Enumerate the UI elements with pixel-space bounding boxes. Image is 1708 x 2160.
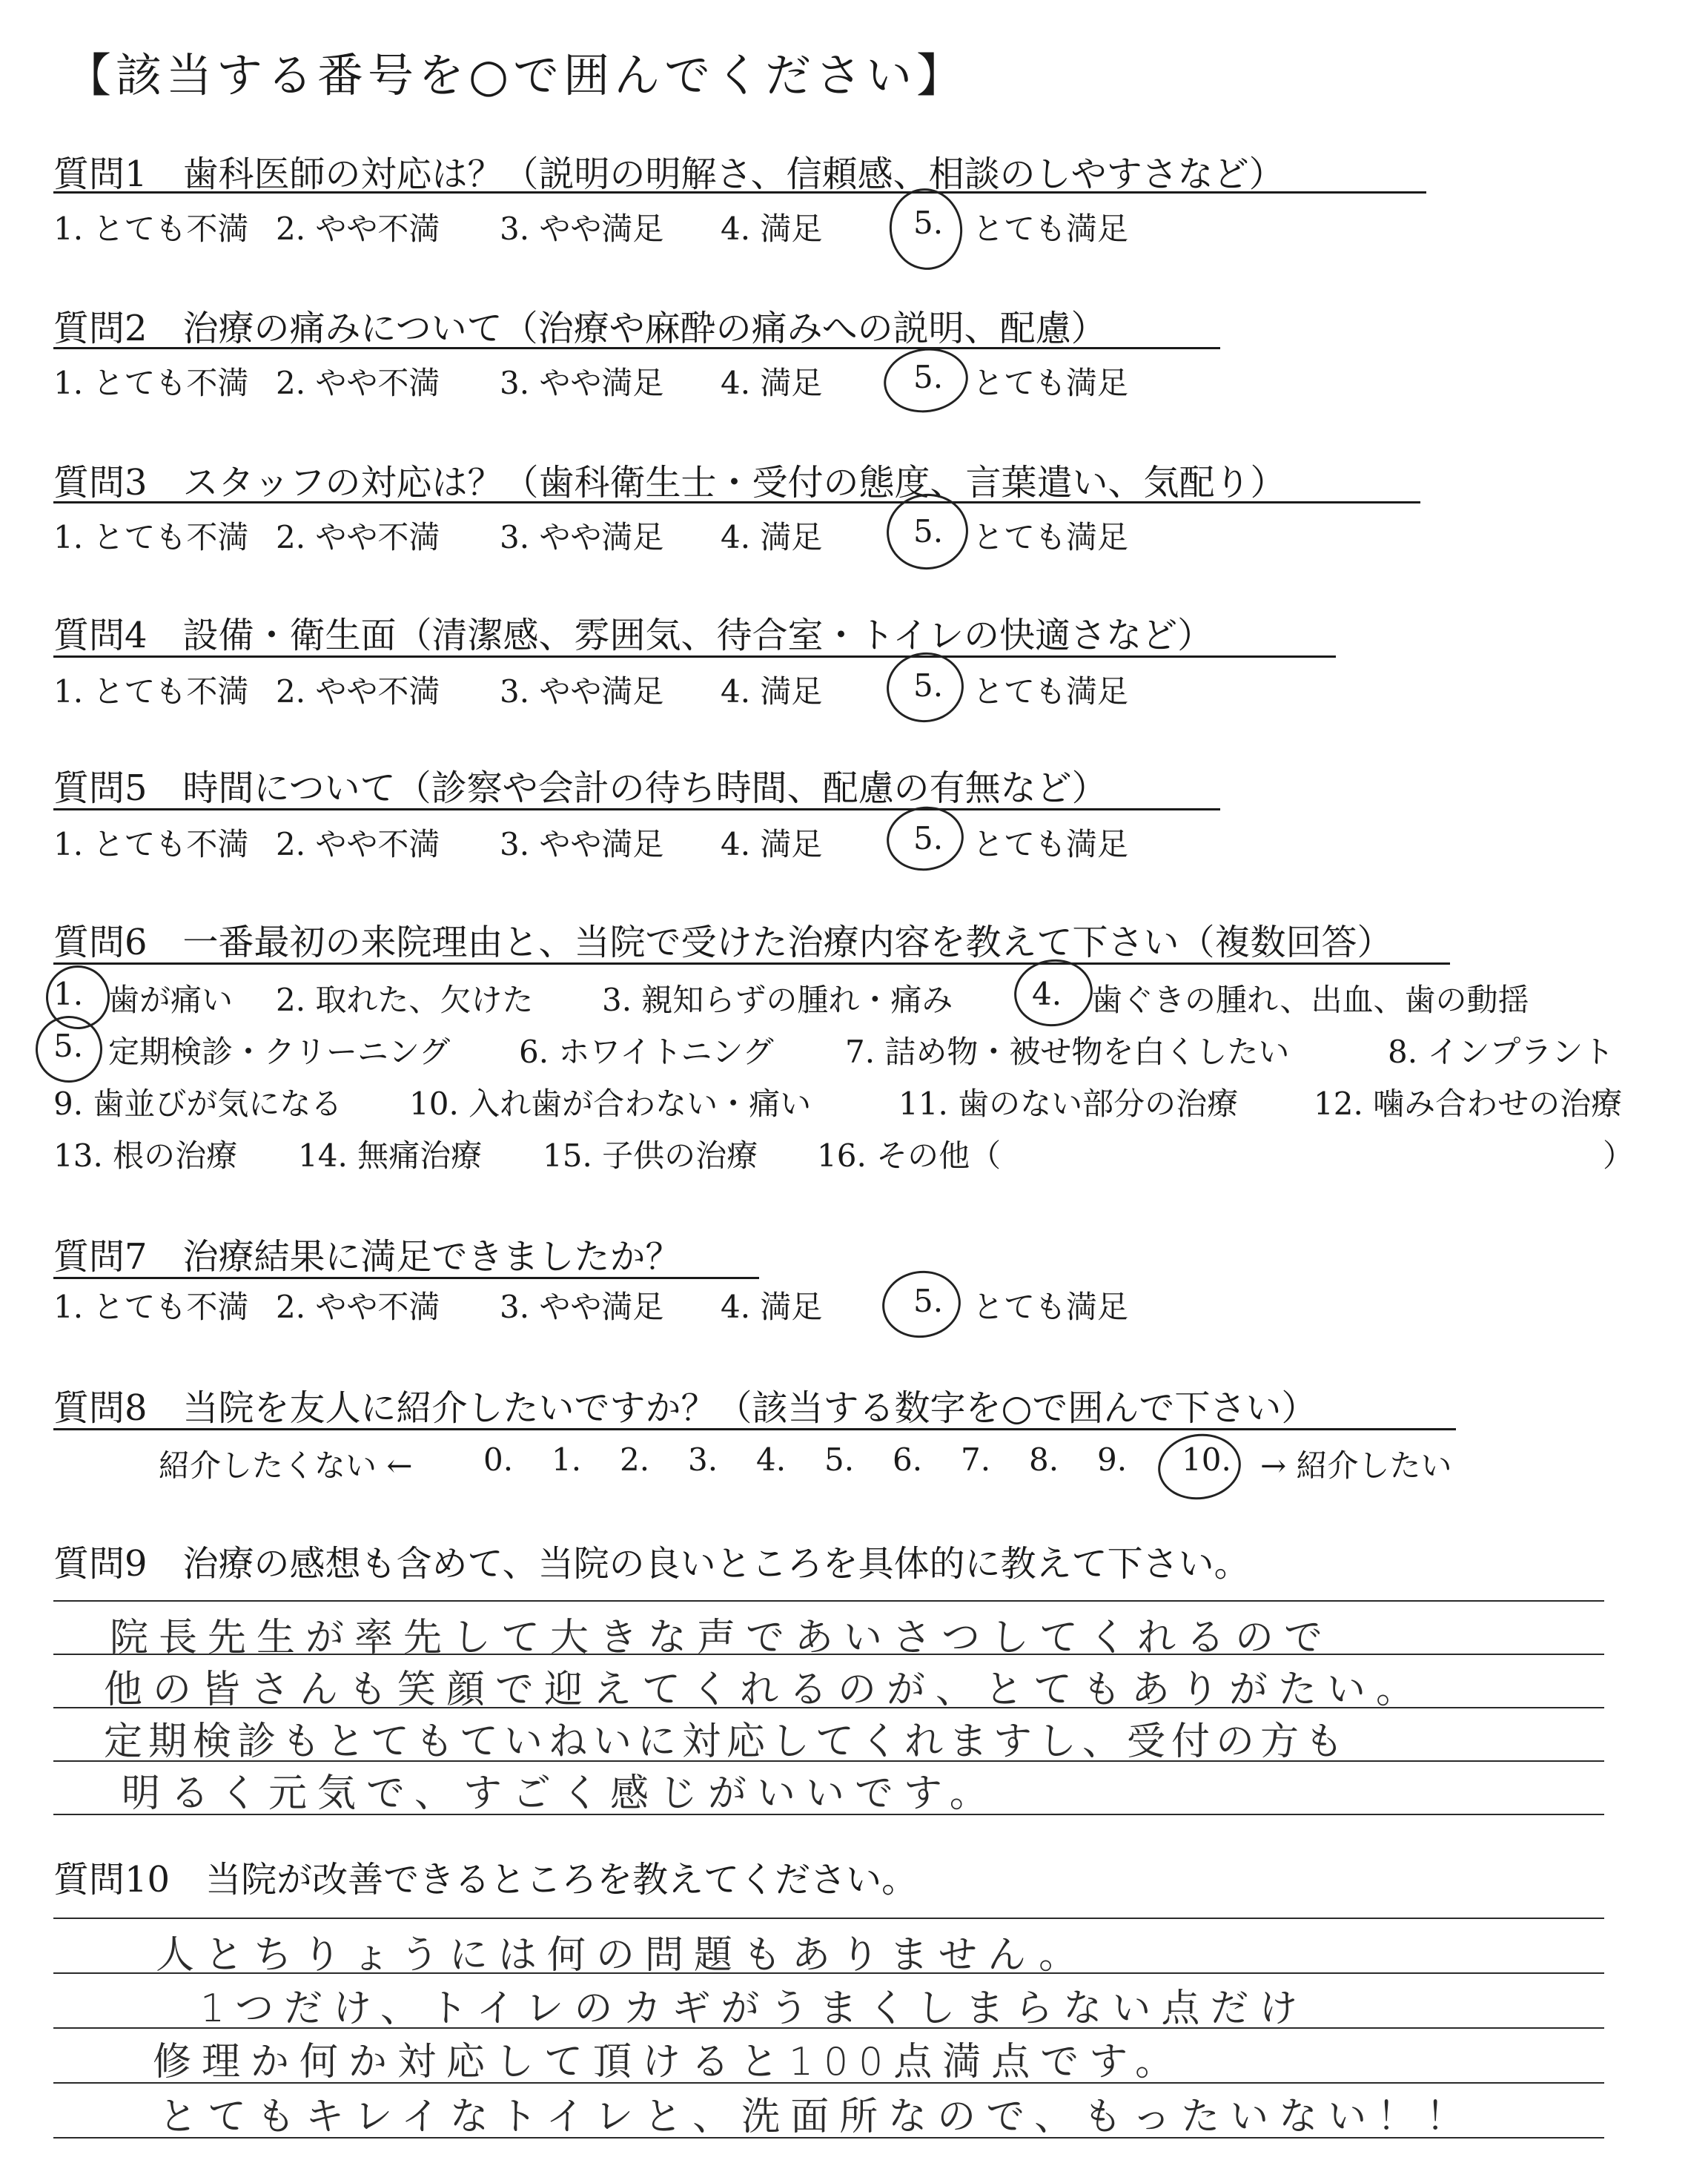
q9-answer-line-1 — [53, 1600, 1604, 1602]
q6-option-10[interactable]: 10. 入れ歯が合わない・痛い — [409, 1086, 812, 1122]
question-1-underline — [53, 191, 1426, 194]
q10-answer-text-1: 人とちりょうには何の問題もありません。 — [156, 1933, 1088, 1978]
question-3-underline — [53, 501, 1420, 503]
q5-option-1[interactable]: 1. とても不満 — [53, 826, 249, 862]
question-7-underline — [53, 1277, 759, 1279]
question-3-title: 質問3 スタッフの対応は？（歯科衛生士・受付の態度、言葉遣い、気配り） — [53, 462, 1286, 503]
q8-score-9[interactable]: 9. — [1097, 1441, 1128, 1478]
q8-left-label: 紹介したくない ← — [159, 1447, 413, 1484]
q2-option-4[interactable]: 4. 満足 — [721, 365, 823, 401]
q8-score-4[interactable]: 4. — [756, 1441, 787, 1478]
q2-option-5[interactable]: 5. — [913, 359, 944, 395]
q8-score-2[interactable]: 2. — [620, 1441, 650, 1478]
question-4-title: 質問4 設備・衛生面（清潔感、雰囲気、待合室・トイレの快適さなど） — [53, 615, 1214, 656]
q8-right-label: → 紹介したい — [1260, 1447, 1452, 1484]
q6-option-9[interactable]: 9. 歯並びが気になる — [53, 1086, 342, 1122]
q6-option-13[interactable]: 13. 根の治療 — [53, 1137, 238, 1174]
q6-option-11[interactable]: 11. 歯のない部分の治療 — [898, 1086, 1239, 1122]
q10-answer-line-1 — [53, 1918, 1604, 1919]
q5-option-4[interactable]: 4. 満足 — [721, 826, 823, 862]
q3-option-1[interactable]: 1. とても不満 — [53, 519, 249, 555]
q7-option-2[interactable]: 2. やや不満 — [276, 1289, 440, 1325]
q6-option-4-label: 歯ぐきの腫れ、出血、歯の動揺 — [1091, 982, 1529, 1018]
q5-option-5[interactable]: 5. — [913, 820, 944, 856]
q6-option-8[interactable]: 8. インプラント — [1388, 1034, 1615, 1070]
q3-option-2[interactable]: 2. やや不満 — [276, 519, 440, 555]
q6-option-5-label: 定期検診・クリーニング — [108, 1034, 451, 1070]
q7-option-3[interactable]: 3. やや満足 — [500, 1289, 664, 1325]
q9-answer-text-4: 明るく元気で、すごく感じがいいです。 — [122, 1771, 999, 1816]
q6-option-14[interactable]: 14. 無痛治療 — [298, 1137, 483, 1174]
question-7-title: 質問7 治療結果に満足できましたか？ — [53, 1236, 681, 1278]
q6-option-12[interactable]: 12. 噛み合わせの治療 — [1314, 1086, 1623, 1122]
q10-answer-text-3: 修理か何か対応して頂けると100点満点です。 — [153, 2040, 1185, 2084]
question-5-title: 質問5 時間について（診察や会計の待ち時間、配慮の有無など） — [53, 767, 1108, 809]
q8-score-7[interactable]: 7. — [961, 1441, 991, 1478]
q8-score-5[interactable]: 5. — [824, 1441, 855, 1478]
q6-option-16[interactable]: 16. その他（ — [817, 1137, 1002, 1174]
q2-option-1[interactable]: 1. とても不満 — [53, 365, 249, 401]
q3-option-5[interactable]: 5. — [913, 513, 944, 549]
q5-option-5-label: とても満足 — [973, 826, 1129, 862]
q4-option-3[interactable]: 3. やや満足 — [500, 673, 664, 710]
q5-option-2[interactable]: 2. やや不満 — [276, 826, 440, 862]
question-5-underline — [53, 808, 1220, 810]
q8-score-6[interactable]: 6. — [893, 1441, 923, 1478]
q6-option-6[interactable]: 6. ホワイトニング — [519, 1034, 774, 1070]
q6-option-1[interactable]: 1. — [53, 976, 84, 1012]
question-9-title: 質問9 治療の感想も含めて、当院の良いところを具体的に教えて下さい。 — [53, 1543, 1250, 1585]
q8-score-8[interactable]: 8. — [1029, 1441, 1059, 1478]
q4-option-1[interactable]: 1. とても不満 — [53, 673, 249, 710]
q8-score-3[interactable]: 3. — [688, 1441, 718, 1478]
page-title: 【該当する番号を○で囲んでください】 — [65, 48, 967, 102]
question-10-title: 質問10 当院が改善できるところを教えてください。 — [53, 1859, 918, 1900]
q1-option-4[interactable]: 4. 満足 — [721, 211, 823, 247]
q6-option-7[interactable]: 7. 詰め物・被せ物を白くしたい — [845, 1034, 1290, 1070]
q3-option-3[interactable]: 3. やや満足 — [500, 519, 664, 555]
question-2-underline — [53, 347, 1220, 349]
question-4-underline — [53, 655, 1336, 658]
q3-option-5-label: とても満足 — [973, 519, 1129, 555]
q3-option-4[interactable]: 4. 満足 — [721, 519, 823, 555]
q2-option-2[interactable]: 2. やや不満 — [276, 365, 440, 401]
q4-option-5-label: とても満足 — [973, 673, 1129, 710]
q1-option-1[interactable]: 1. とても不満 — [53, 211, 249, 247]
q5-option-3[interactable]: 3. やや満足 — [500, 826, 664, 862]
q7-option-4[interactable]: 4. 満足 — [721, 1289, 823, 1325]
q6-option-1-label: 歯が痛い — [108, 982, 234, 1018]
q8-score-0[interactable]: 0. — [483, 1441, 514, 1478]
q9-answer-text-3: 定期検診もとてもていねいに対応してくれますし、受付の方も — [104, 1720, 1350, 1764]
q7-option-1[interactable]: 1. とても不満 — [53, 1289, 249, 1325]
question-8-underline — [53, 1428, 1456, 1430]
q2-option-3[interactable]: 3. やや満足 — [500, 365, 664, 401]
question-2-title: 質問2 治療の痛みについて（治療や麻酔の痛みへの説明、配慮） — [53, 308, 1107, 349]
q9-answer-text-2: 他の皆さんも笑顔で迎えてくれるのが、とてもありがたい。 — [104, 1668, 1426, 1712]
q4-option-4[interactable]: 4. 満足 — [721, 673, 823, 710]
question-1-title: 質問1 歯科医師の対応は？（説明の明解さ、信頼感、相談のしやすさなど） — [53, 153, 1285, 195]
q4-option-5[interactable]: 5. — [913, 667, 944, 704]
q1-option-5[interactable]: 5. — [913, 205, 944, 241]
q6-option-15[interactable]: 15. 子供の治療 — [543, 1137, 758, 1174]
q9-answer-text-1: 院長先生が率先して大きな声であいさつしてくれるので — [110, 1616, 1334, 1660]
q2-option-5-label: とても満足 — [973, 365, 1129, 401]
q4-option-2[interactable]: 2. やや不満 — [276, 673, 440, 710]
q10-answer-text-2: 1つだけ、トイレのカギがうまくしまらない点だけ — [200, 1986, 1308, 2031]
q7-option-5-label: とても満足 — [973, 1289, 1129, 1325]
q6-option-3[interactable]: 3. 親知らずの腫れ・痛み — [602, 982, 953, 1018]
question-6-title: 質問6 一番最初の来院理由と、当院で受けた治療内容を教えて下さい（複数回答） — [53, 922, 1393, 963]
q8-score-10[interactable]: 10. — [1182, 1441, 1231, 1478]
question-8-title: 質問8 当院を友人に紹介したいですか？（該当する数字を○で囲んで下さい） — [53, 1387, 1317, 1429]
q1-option-2[interactable]: 2. やや不満 — [276, 211, 440, 247]
q1-option-3[interactable]: 3. やや満足 — [500, 211, 664, 247]
q1-option-5-label: とても満足 — [973, 211, 1129, 247]
q6-option-5[interactable]: 5. — [53, 1028, 84, 1064]
q10-answer-text-4: とてもキレイなトイレと、洗面所なので、もったいない！！ — [159, 2095, 1475, 2139]
question-6-underline — [53, 962, 1450, 965]
q8-score-1[interactable]: 1. — [552, 1441, 582, 1478]
q7-option-5[interactable]: 5. — [913, 1283, 944, 1319]
q6-option-2[interactable]: 2. 取れた、欠けた — [276, 982, 534, 1018]
q6-other-close-paren: ） — [1603, 1137, 1635, 1174]
q6-option-4[interactable]: 4. — [1032, 976, 1062, 1012]
